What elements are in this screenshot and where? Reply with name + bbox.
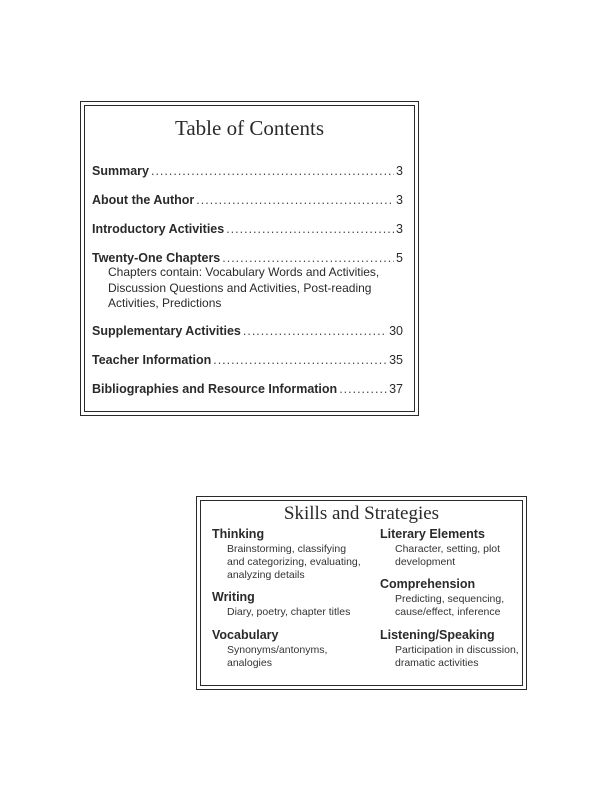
skills-title: Skills and Strategies [283, 503, 440, 524]
toc-entry-label: Supplementary Activities [92, 324, 241, 338]
toc-entry-label: About the Author [92, 193, 195, 207]
skill-comprehension [380, 577, 530, 619]
toc-entry-about-author [92, 193, 403, 207]
skill-heading: Literary Elements [380, 527, 485, 541]
toc-entry-label: Introductory Activities [92, 222, 225, 236]
skill-description: Synonyms/antonyms, analogies [227, 644, 328, 669]
skill-description: Participation in discussion, dramatic activities [395, 644, 519, 669]
toc-entry-label: Twenty-One Chapters [92, 251, 221, 265]
toc-entry-page: 3 [396, 193, 403, 207]
toc-entry-page: 35 [389, 353, 403, 367]
toc-leader-dots [339, 382, 387, 396]
toc-entry-introductory-activities [92, 222, 403, 236]
skill-description: Character, setting, plot development [395, 543, 501, 568]
skill-heading: Thinking [212, 527, 265, 541]
toc-entry-bibliographies [92, 382, 403, 396]
toc-leader-dots [213, 353, 387, 367]
toc-entry-summary [92, 164, 403, 178]
skill-heading: Writing [212, 590, 255, 604]
skill-literary-elements [380, 527, 530, 569]
toc-leader-dots [243, 324, 387, 338]
skill-vocabulary [212, 628, 362, 670]
skill-heading: Listening/Speaking [380, 628, 495, 642]
skill-heading: Vocabulary [212, 628, 279, 642]
skills-and-strategies-box [196, 496, 527, 690]
skill-heading: Comprehension [380, 577, 476, 591]
toc-leader-dots [222, 251, 394, 265]
toc-entry-page: 5 [396, 251, 403, 265]
table-of-contents-box [80, 101, 419, 416]
toc-entry-label: Bibliographies and Resource Information [92, 382, 338, 396]
toc-entry-twenty-one-chapters [92, 251, 403, 265]
toc-leader-dots [151, 164, 394, 178]
toc-entry-page: 3 [396, 164, 403, 178]
skill-thinking [212, 527, 362, 582]
toc-entry-page: 3 [396, 222, 403, 236]
toc-leader-dots [226, 222, 394, 236]
toc-entry-page: 30 [389, 324, 403, 338]
toc-chapters-description: Chapters contain: Vocabulary Words and Activities, Discussion Questions and Activities, Post-reading Activities, Predictions [108, 265, 380, 310]
toc-entry-supplementary-activities [92, 324, 403, 338]
toc-title: Table of Contents [175, 116, 324, 140]
toc-entry-label: Teacher Information [92, 353, 212, 367]
toc-entry-page: 37 [389, 382, 403, 396]
skill-description: Brainstorming, classifying and categorizing, evaluating, analyzing details [227, 543, 361, 581]
toc-entry-teacher-information [92, 353, 403, 367]
skill-listening-speaking [380, 628, 530, 670]
skill-description: Predicting, sequencing, cause/effect, inference [395, 593, 505, 618]
toc-leader-dots [196, 193, 394, 207]
skill-writing [212, 590, 362, 619]
skill-description: Diary, poetry, chapter titles [227, 606, 351, 618]
toc-entry-label: Summary [92, 164, 149, 178]
